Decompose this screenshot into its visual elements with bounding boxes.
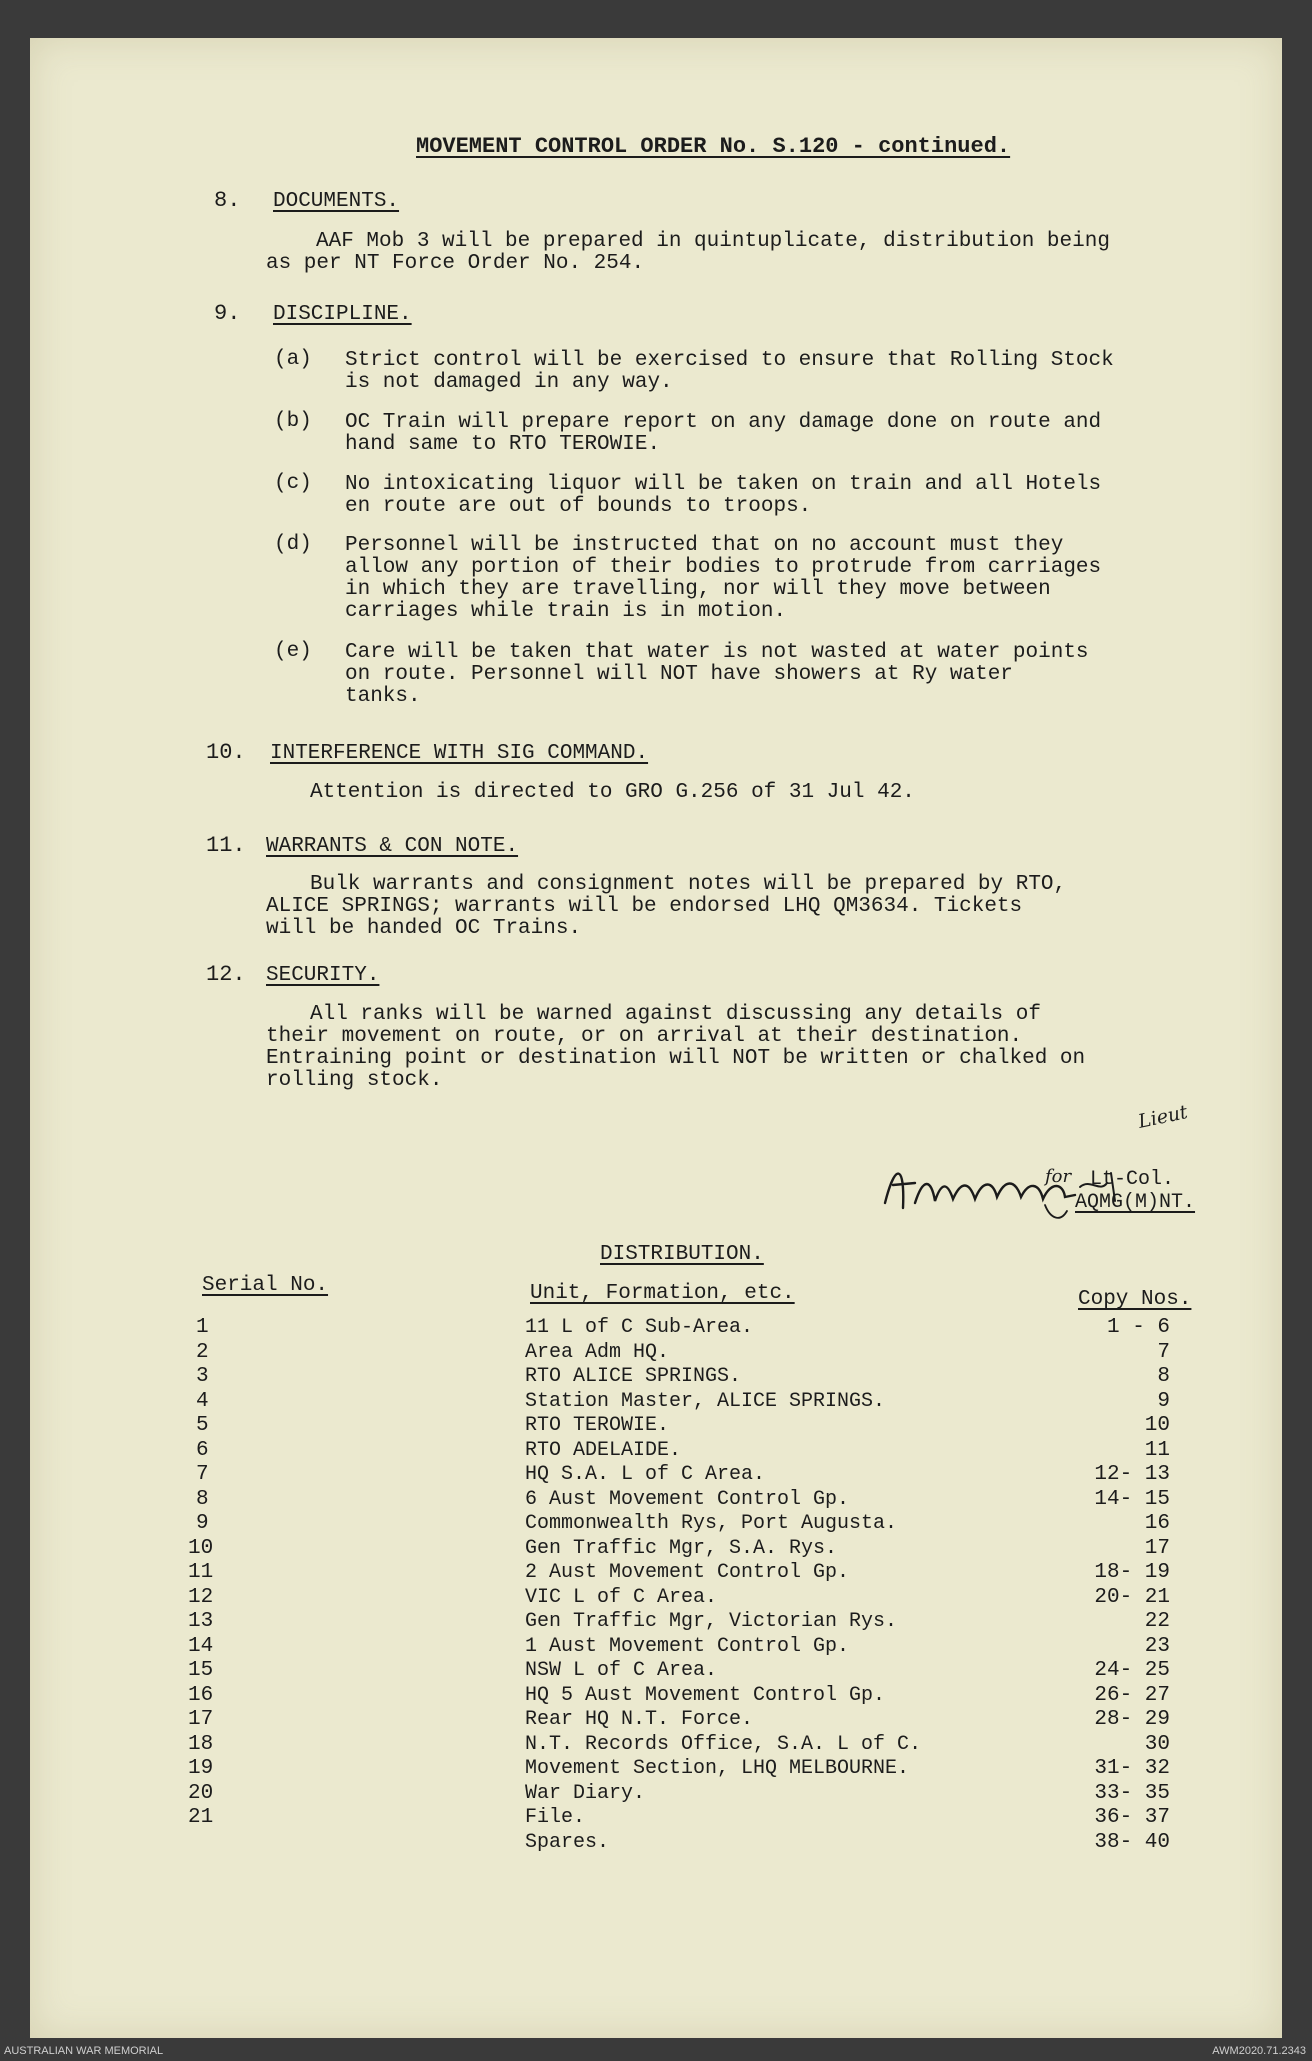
table-row [30, 1439, 1282, 1463]
row-serial: 13 [188, 1610, 214, 1633]
section-12-number: 12. [206, 962, 246, 987]
page-title: MOVEMENT CONTROL ORDER No. S.120 - continued. [416, 134, 1011, 159]
row-copy-nos: 26- 27 [1094, 1683, 1170, 1707]
document-page [30, 38, 1282, 2038]
section-11-heading: WARRANTS & CON NOTE. [266, 835, 519, 858]
row-unit: Gen Traffic Mgr, Victorian Rys. [525, 1610, 898, 1633]
row-copy-nos: 16 [1144, 1512, 1170, 1535]
section-12-line-3: Entraining point or destination will NOT be written or chalked on [266, 1047, 1086, 1070]
row-serial: 18 [188, 1732, 214, 1756]
row-copy-nos: 18- 19 [1094, 1561, 1170, 1584]
row-serial: 15 [188, 1659, 214, 1682]
section-9d-line-1: Personnel will be instructed that on no account must they [345, 534, 1064, 557]
row-unit: Movement Section, LHQ MELBOURNE. [525, 1757, 910, 1780]
section-9c-letter: (c) [274, 472, 312, 495]
row-unit: Area Adm HQ. [525, 1340, 670, 1364]
table-row [30, 1782, 1282, 1806]
row-copy-nos: 20- 21 [1094, 1585, 1170, 1609]
table-row [30, 1610, 1282, 1634]
row-copy-nos: 38- 40 [1094, 1830, 1170, 1854]
row-copy-nos: 17 [1144, 1536, 1170, 1560]
section-9-number: 9. [214, 301, 241, 326]
section-9d-letter: (d) [274, 533, 312, 556]
row-unit: 2 Aust Movement Control Gp. [525, 1561, 850, 1584]
row-unit: HQ 5 Aust Movement Control Gp. [525, 1683, 886, 1707]
row-copy-nos: 12- 13 [1094, 1463, 1170, 1486]
section-12-heading: SECURITY. [266, 964, 380, 987]
section-9b-letter: (b) [274, 410, 312, 433]
row-copy-nos: 31- 32 [1094, 1757, 1170, 1780]
row-copy-nos: 30 [1144, 1732, 1170, 1756]
row-serial: 3 [196, 1365, 209, 1388]
row-serial: 5 [196, 1414, 209, 1437]
table-row [30, 1684, 1282, 1708]
row-unit: Commonwealth Rys, Port Augusta. [525, 1512, 898, 1535]
table-row [30, 1586, 1282, 1610]
table-row [30, 1561, 1282, 1585]
section-9d-line-3: in which they are travelling, nor will they move between [345, 578, 1051, 601]
table-row [30, 1757, 1282, 1781]
footer-archive-name: AUSTRALIAN WAR MEMORIAL [4, 2045, 164, 2057]
row-copy-nos: 23 [1144, 1634, 1170, 1658]
section-12-line-4: rolling stock. [266, 1069, 443, 1092]
row-unit: Rear HQ N.T. Force. [525, 1708, 754, 1731]
section-8-line-1: AAF Mob 3 will be prepared in quintuplicate, distribution being [316, 230, 1110, 253]
section-8-number: 8. [214, 188, 241, 213]
row-copy-nos: 9 [1157, 1389, 1170, 1413]
section-9e-line-1: Care will be taken that water is not wasted at water points [345, 641, 1089, 664]
table-row [30, 1635, 1282, 1659]
row-serial: 14 [188, 1634, 214, 1658]
row-unit: RTO TEROWIE. [525, 1414, 670, 1437]
section-9c-line-2: en route are out of bounds to troops. [345, 495, 812, 518]
row-serial: 6 [196, 1438, 209, 1462]
table-row [30, 1831, 1282, 1855]
row-copy-nos: 28- 29 [1094, 1708, 1170, 1731]
row-unit: VIC L of C Area. [525, 1585, 718, 1609]
table-row [30, 1733, 1282, 1757]
row-copy-nos: 22 [1144, 1610, 1170, 1633]
signature-for: for [1045, 1166, 1072, 1187]
row-copy-nos: 10 [1144, 1414, 1170, 1437]
row-unit: Spares. [525, 1830, 610, 1854]
row-serial: 2 [196, 1340, 209, 1364]
section-9a-letter: (a) [274, 348, 312, 371]
signature-annotation: Lieut [1136, 1101, 1190, 1133]
section-9b-line-2: hand same to RTO TEROWIE. [345, 433, 661, 456]
row-copy-nos: 7 [1157, 1340, 1170, 1364]
row-unit: Gen Traffic Mgr, S.A. Rys. [525, 1536, 838, 1560]
row-serial: 19 [188, 1757, 214, 1780]
section-9e-letter: (e) [274, 640, 312, 663]
row-unit: File. [525, 1806, 586, 1829]
section-11-number: 11. [206, 833, 246, 858]
section-9a-line-2: is not damaged in any way. [345, 371, 673, 394]
table-row [30, 1537, 1282, 1561]
row-serial: 17 [188, 1708, 214, 1731]
section-9d-line-2: allow any portion of their bodies to protrude from carriages [345, 556, 1102, 579]
row-serial: 1 [196, 1316, 209, 1339]
section-10-heading: INTERFERENCE WITH SIG COMMAND. [270, 742, 649, 765]
table-row [30, 1341, 1282, 1365]
table-row [30, 1316, 1282, 1340]
section-9a-line-1: Strict control will be exercised to ensure that Rolling Stock [345, 349, 1114, 372]
row-unit: NSW L of C Area. [525, 1659, 718, 1682]
row-unit: Station Master, ALICE SPRINGS. [525, 1389, 886, 1413]
row-unit: HQ S.A. L of C Area. [525, 1463, 766, 1486]
distribution-unit-header: Unit, Formation, etc. [530, 1282, 795, 1305]
signature-appointment: AQMG(M)NT. [1075, 1191, 1196, 1214]
table-row [30, 1806, 1282, 1830]
row-copy-nos: 14- 15 [1094, 1487, 1170, 1511]
row-serial: 4 [196, 1389, 209, 1413]
row-serial: 16 [188, 1683, 214, 1707]
row-unit: 11 L of C Sub-Area. [525, 1316, 754, 1339]
row-unit: RTO ADELAIDE. [525, 1438, 682, 1462]
distribution-title: DISTRIBUTION. [600, 1243, 764, 1266]
table-row [30, 1488, 1282, 1512]
table-row [30, 1708, 1282, 1732]
row-copy-nos: 36- 37 [1094, 1806, 1170, 1829]
row-unit: War Diary. [525, 1781, 646, 1805]
section-9c-line-1: No intoxicating liquor will be taken on train and all Hotels [345, 473, 1102, 496]
table-row [30, 1390, 1282, 1414]
row-serial: 10 [188, 1536, 214, 1560]
row-serial: 11 [188, 1561, 214, 1584]
section-9e-line-2: on route. Personnel will NOT have showers at Ry water [345, 663, 1013, 686]
row-copy-nos: 11 [1144, 1438, 1170, 1462]
row-copy-nos: 24- 25 [1094, 1659, 1170, 1682]
table-row [30, 1512, 1282, 1536]
row-serial: 7 [196, 1463, 209, 1486]
section-11-line-1: Bulk warrants and consignment notes will be prepared by RTO, [310, 873, 1067, 896]
row-serial: 20 [188, 1781, 214, 1805]
section-11-line-3: will be handed OC Trains. [266, 917, 582, 940]
row-serial: 9 [196, 1512, 209, 1535]
distribution-serial-header: Serial No. [202, 1274, 329, 1297]
table-row [30, 1414, 1282, 1438]
table-row [30, 1659, 1282, 1683]
footer-accession-number: AWM2020.71.2343 [1212, 2045, 1306, 2057]
section-11-line-2: ALICE SPRINGS; warrants will be endorsed LHQ QM3634. Tickets [266, 895, 1023, 918]
row-unit: N.T. Records Office, S.A. L of C. [525, 1732, 922, 1756]
row-unit: RTO ALICE SPRINGS. [525, 1365, 742, 1388]
row-copy-nos: 1 - 6 [1106, 1316, 1170, 1339]
row-copy-nos: 33- 35 [1094, 1781, 1170, 1805]
section-8-heading: DOCUMENTS. [273, 190, 400, 213]
row-serial: 21 [188, 1806, 214, 1829]
row-unit: 1 Aust Movement Control Gp. [525, 1634, 850, 1658]
table-row [30, 1463, 1282, 1487]
section-9-heading: DISCIPLINE. [273, 303, 412, 326]
row-unit: 6 Aust Movement Control Gp. [525, 1487, 850, 1511]
section-10-line-1: Attention is directed to GRO G.256 of 31 Jul 42. [310, 781, 915, 804]
row-serial: 8 [196, 1487, 209, 1511]
section-9d-line-4: carriages while train is in motion. [345, 600, 787, 623]
table-row [30, 1365, 1282, 1389]
section-9b-line-1: OC Train will prepare report on any damage done on route and [345, 411, 1102, 434]
section-12-line-1: All ranks will be warned against discussing any details of [310, 1003, 1041, 1026]
signature-rank: Lt-Col. [1090, 1168, 1175, 1191]
row-copy-nos: 8 [1157, 1365, 1170, 1388]
section-8-line-2: as per NT Force Order No. 254. [266, 252, 645, 275]
section-12-line-2: their movement on route, or on arrival at their destination. [266, 1025, 1023, 1048]
section-10-number: 10. [206, 740, 246, 765]
row-serial: 12 [188, 1585, 214, 1609]
section-9e-line-3: tanks. [345, 685, 421, 708]
distribution-copy-header: Copy Nos. [1078, 1288, 1192, 1311]
